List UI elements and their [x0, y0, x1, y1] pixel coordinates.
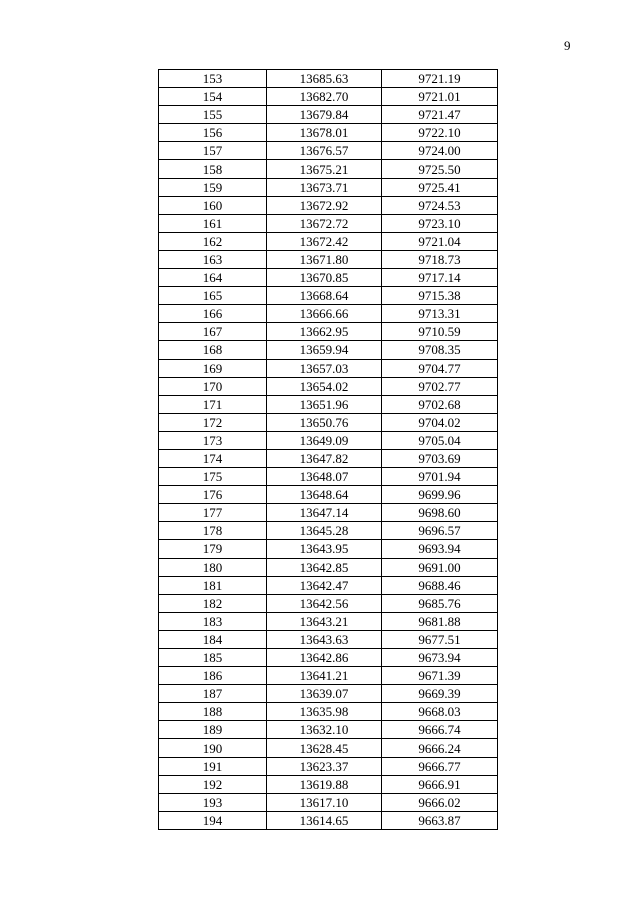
- page-number: 9: [564, 38, 571, 53]
- point-number-cell: 186: [159, 667, 267, 685]
- y-coordinate-cell: 9723.10: [382, 214, 498, 232]
- point-number-cell: 192: [159, 775, 267, 793]
- x-coordinate-cell: 13673.71: [267, 178, 382, 196]
- y-coordinate-cell: 9673.94: [382, 649, 498, 667]
- point-number-cell: 188: [159, 703, 267, 721]
- point-number-cell: 167: [159, 323, 267, 341]
- table-row: [159, 793, 498, 811]
- table-row: [159, 667, 498, 685]
- y-coordinate-cell: 9725.41: [382, 178, 498, 196]
- point-number-cell: 156: [159, 124, 267, 142]
- coordinates-table: [158, 69, 498, 830]
- y-coordinate-cell: 9666.74: [382, 721, 498, 739]
- table-row: [159, 142, 498, 160]
- table-row: [159, 449, 498, 467]
- table-row: [159, 612, 498, 630]
- point-number-cell: 179: [159, 540, 267, 558]
- x-coordinate-cell: 13641.21: [267, 667, 382, 685]
- table-row: [159, 160, 498, 178]
- point-number-cell: 154: [159, 88, 267, 106]
- x-coordinate-cell: 13643.21: [267, 612, 382, 630]
- x-coordinate-cell: 13619.88: [267, 775, 382, 793]
- table-row: [159, 486, 498, 504]
- y-coordinate-cell: 9698.60: [382, 504, 498, 522]
- x-coordinate-cell: 13682.70: [267, 88, 382, 106]
- x-coordinate-cell: 13648.07: [267, 468, 382, 486]
- table-row: [159, 811, 498, 829]
- y-coordinate-cell: 9681.88: [382, 612, 498, 630]
- x-coordinate-cell: 13647.14: [267, 504, 382, 522]
- x-coordinate-cell: 13659.94: [267, 341, 382, 359]
- y-coordinate-cell: 9693.94: [382, 540, 498, 558]
- point-number-cell: 177: [159, 504, 267, 522]
- x-coordinate-cell: 13675.21: [267, 160, 382, 178]
- y-coordinate-cell: 9663.87: [382, 811, 498, 829]
- x-coordinate-cell: 13666.66: [267, 305, 382, 323]
- point-number-cell: 158: [159, 160, 267, 178]
- x-coordinate-cell: 13649.09: [267, 431, 382, 449]
- table-row: [159, 250, 498, 268]
- x-coordinate-cell: 13642.47: [267, 576, 382, 594]
- table-row: [159, 757, 498, 775]
- point-number-cell: 183: [159, 612, 267, 630]
- table-row: [159, 721, 498, 739]
- table-row: [159, 522, 498, 540]
- table-row: [159, 685, 498, 703]
- point-number-cell: 168: [159, 341, 267, 359]
- table-row: [159, 196, 498, 214]
- table-row: [159, 88, 498, 106]
- y-coordinate-cell: 9704.02: [382, 413, 498, 431]
- point-number-cell: 190: [159, 739, 267, 757]
- x-coordinate-cell: 13648.64: [267, 486, 382, 504]
- point-number-cell: 157: [159, 142, 267, 160]
- y-coordinate-cell: 9666.24: [382, 739, 498, 757]
- x-coordinate-cell: 13628.45: [267, 739, 382, 757]
- table-row: [159, 468, 498, 486]
- y-coordinate-cell: 9722.10: [382, 124, 498, 142]
- point-number-cell: 163: [159, 250, 267, 268]
- x-coordinate-cell: 13645.28: [267, 522, 382, 540]
- table-row: [159, 106, 498, 124]
- x-coordinate-cell: 13651.96: [267, 395, 382, 413]
- y-coordinate-cell: 9699.96: [382, 486, 498, 504]
- y-coordinate-cell: 9704.77: [382, 359, 498, 377]
- y-coordinate-cell: 9666.91: [382, 775, 498, 793]
- x-coordinate-cell: 13623.37: [267, 757, 382, 775]
- y-coordinate-cell: 9724.00: [382, 142, 498, 160]
- x-coordinate-cell: 13642.56: [267, 594, 382, 612]
- point-number-cell: 161: [159, 214, 267, 232]
- y-coordinate-cell: 9701.94: [382, 468, 498, 486]
- table-row: [159, 558, 498, 576]
- point-number-cell: 191: [159, 757, 267, 775]
- y-coordinate-cell: 9688.46: [382, 576, 498, 594]
- x-coordinate-cell: 13668.64: [267, 287, 382, 305]
- point-number-cell: 170: [159, 377, 267, 395]
- x-coordinate-cell: 13672.42: [267, 232, 382, 250]
- table-row: [159, 232, 498, 250]
- x-coordinate-cell: 13654.02: [267, 377, 382, 395]
- y-coordinate-cell: 9713.31: [382, 305, 498, 323]
- y-coordinate-cell: 9703.69: [382, 449, 498, 467]
- table-row: [159, 576, 498, 594]
- point-number-cell: 172: [159, 413, 267, 431]
- table-row: [159, 739, 498, 757]
- y-coordinate-cell: 9677.51: [382, 630, 498, 648]
- point-number-cell: 187: [159, 685, 267, 703]
- table-row: [159, 377, 498, 395]
- table-row: [159, 540, 498, 558]
- table-row: [159, 703, 498, 721]
- y-coordinate-cell: 9666.02: [382, 793, 498, 811]
- y-coordinate-cell: 9685.76: [382, 594, 498, 612]
- y-coordinate-cell: 9669.39: [382, 685, 498, 703]
- x-coordinate-cell: 13671.80: [267, 250, 382, 268]
- x-coordinate-cell: 13643.63: [267, 630, 382, 648]
- x-coordinate-cell: 13643.95: [267, 540, 382, 558]
- table-row: [159, 431, 498, 449]
- table-row: [159, 413, 498, 431]
- y-coordinate-cell: 9705.04: [382, 431, 498, 449]
- x-coordinate-cell: 13639.07: [267, 685, 382, 703]
- coordinates-table-body: [159, 70, 498, 830]
- table-row: [159, 359, 498, 377]
- y-coordinate-cell: 9691.00: [382, 558, 498, 576]
- y-coordinate-cell: 9666.77: [382, 757, 498, 775]
- y-coordinate-cell: 9702.68: [382, 395, 498, 413]
- point-number-cell: 182: [159, 594, 267, 612]
- table-row: [159, 649, 498, 667]
- x-coordinate-cell: 13672.92: [267, 196, 382, 214]
- point-number-cell: 160: [159, 196, 267, 214]
- x-coordinate-cell: 13676.57: [267, 142, 382, 160]
- y-coordinate-cell: 9718.73: [382, 250, 498, 268]
- y-coordinate-cell: 9725.50: [382, 160, 498, 178]
- y-coordinate-cell: 9671.39: [382, 667, 498, 685]
- point-number-cell: 153: [159, 70, 267, 88]
- y-coordinate-cell: 9702.77: [382, 377, 498, 395]
- x-coordinate-cell: 13614.65: [267, 811, 382, 829]
- point-number-cell: 171: [159, 395, 267, 413]
- table-row: [159, 269, 498, 287]
- point-number-cell: 174: [159, 449, 267, 467]
- x-coordinate-cell: 13662.95: [267, 323, 382, 341]
- y-coordinate-cell: 9717.14: [382, 269, 498, 287]
- table-row: [159, 124, 498, 142]
- table-row: [159, 214, 498, 232]
- y-coordinate-cell: 9715.38: [382, 287, 498, 305]
- point-number-cell: 162: [159, 232, 267, 250]
- y-coordinate-cell: 9668.03: [382, 703, 498, 721]
- point-number-cell: 180: [159, 558, 267, 576]
- point-number-cell: 181: [159, 576, 267, 594]
- x-coordinate-cell: 13642.86: [267, 649, 382, 667]
- x-coordinate-cell: 13635.98: [267, 703, 382, 721]
- point-number-cell: 173: [159, 431, 267, 449]
- point-number-cell: 185: [159, 649, 267, 667]
- x-coordinate-cell: 13617.10: [267, 793, 382, 811]
- table-row: [159, 305, 498, 323]
- table-row: [159, 323, 498, 341]
- point-number-cell: 165: [159, 287, 267, 305]
- point-number-cell: 175: [159, 468, 267, 486]
- point-number-cell: 166: [159, 305, 267, 323]
- point-number-cell: 159: [159, 178, 267, 196]
- y-coordinate-cell: 9708.35: [382, 341, 498, 359]
- table-row: [159, 178, 498, 196]
- x-coordinate-cell: 13632.10: [267, 721, 382, 739]
- point-number-cell: 193: [159, 793, 267, 811]
- point-number-cell: 169: [159, 359, 267, 377]
- y-coordinate-cell: 9721.19: [382, 70, 498, 88]
- x-coordinate-cell: 13657.03: [267, 359, 382, 377]
- point-number-cell: 178: [159, 522, 267, 540]
- x-coordinate-cell: 13642.85: [267, 558, 382, 576]
- x-coordinate-cell: 13685.63: [267, 70, 382, 88]
- y-coordinate-cell: 9724.53: [382, 196, 498, 214]
- x-coordinate-cell: 13672.72: [267, 214, 382, 232]
- x-coordinate-cell: 13679.84: [267, 106, 382, 124]
- y-coordinate-cell: 9696.57: [382, 522, 498, 540]
- table-row: [159, 287, 498, 305]
- point-number-cell: 176: [159, 486, 267, 504]
- point-number-cell: 155: [159, 106, 267, 124]
- table-row: [159, 630, 498, 648]
- table-row: [159, 775, 498, 793]
- table-row: [159, 395, 498, 413]
- table-row: [159, 504, 498, 522]
- table-row: [159, 70, 498, 88]
- x-coordinate-cell: 13678.01: [267, 124, 382, 142]
- table-row: [159, 594, 498, 612]
- table-row: [159, 341, 498, 359]
- point-number-cell: 164: [159, 269, 267, 287]
- y-coordinate-cell: 9721.04: [382, 232, 498, 250]
- x-coordinate-cell: 13650.76: [267, 413, 382, 431]
- point-number-cell: 194: [159, 811, 267, 829]
- y-coordinate-cell: 9721.01: [382, 88, 498, 106]
- point-number-cell: 184: [159, 630, 267, 648]
- x-coordinate-cell: 13647.82: [267, 449, 382, 467]
- y-coordinate-cell: 9721.47: [382, 106, 498, 124]
- x-coordinate-cell: 13670.85: [267, 269, 382, 287]
- y-coordinate-cell: 9710.59: [382, 323, 498, 341]
- point-number-cell: 189: [159, 721, 267, 739]
